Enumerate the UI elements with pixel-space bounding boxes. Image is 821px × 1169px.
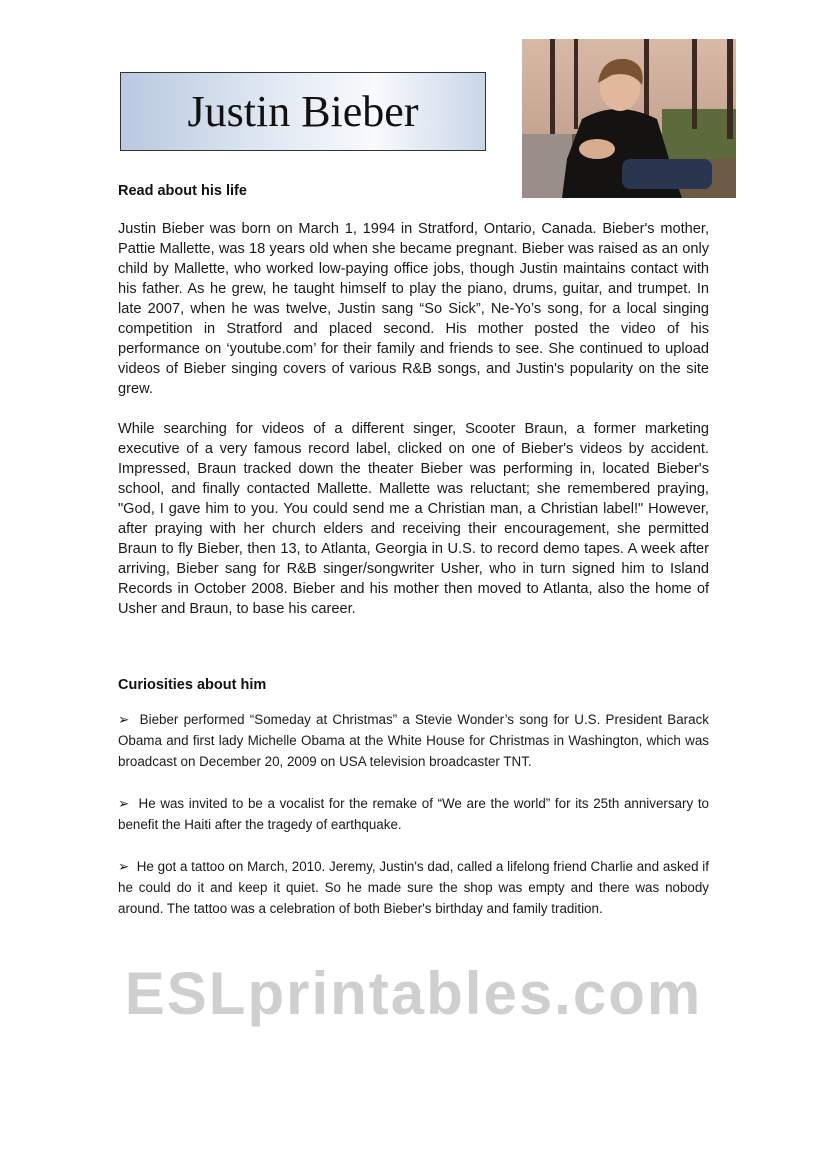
list-item-text: He got a tattoo on March, 2010. Jeremy, Justin's dad, called a lifelong friend Charlie and asked if he could do it and keep it quiet. So he made sure the shop was empty and there was nobody around. The tattoo was a celebration of both Bieber's birthday and family tradition. — [118, 859, 709, 916]
section-heading-curiosities: Curiosities about him — [118, 677, 267, 693]
arrow-bullet-icon: ➢ — [118, 712, 130, 727]
list-item — [118, 709, 709, 772]
list-item — [118, 793, 709, 835]
arrow-bullet-icon: ➢ — [118, 796, 130, 811]
section-heading-life: Read about his life — [118, 183, 247, 199]
watermark: ESLprintables.com — [124, 960, 703, 1027]
list-item-text: He was invited to be a vocalist for the remake of “We are the world” for its 25th anniversary to benefit the Haiti after the tragedy of earthquake. — [118, 796, 709, 832]
title-box — [120, 72, 486, 151]
paragraph: Justin Bieber was born on March 1, 1994 in Stratford, Ontario, Canada. Bieber's mother, Pattie Mallette, was 18 years old when she became pregnant. Bieber was raised as an only child by Mallette, who worked low-paying office jobs, though Justin maintains contact with his father. As he grew, he taught himself to play the piano, drums, guitar, and trumpet. In late 2007, when he was twelve, Justin sang “So Sick”, Ne-Yo’s song, for a local singing competition in Stratford and placed second. His mother posted the video of his performance on ‘youtube.com’ for their family and friends to see. She continued to upload videos of Bieber singing covers of various R&B songs, and Justin's popularity on the site grew. — [118, 221, 709, 397]
portrait-photo — [522, 39, 736, 198]
list-item-text: Bieber performed “Someday at Christmas” a Stevie Wonder’s song for U.S. President Barack Obama and first lady Michelle Obama at the White House for Christmas in Washington, which was broadcast on December 20, 2009 on USA television broadcaster TNT. — [118, 712, 709, 769]
content-column — [118, 181, 709, 1029]
paragraph: While searching for videos of a different singer, Scooter Braun, a former marketing executive of a very famous record label, clicked on one of Bieber's videos by accident. Impressed, Braun tracked down the theater Bieber was performing in, located Bieber's school, and finally contacted Mallette. Mallette was reluctant; she remembered praying, "God, I gave him to you. You could send me a Christian man, a Christian label!" However, after praying with her church elders and receiving their encouragement, she permitted Braun to fly Bieber, then 13, to Atlanta, Georgia in U.S. to record demo tapes. A week after arriving, Bieber sang for R&B singer/songwriter Usher, who in turn signed him to Island Records in October 2008. Bieber and his mother then moved to Atlanta, also the home of Usher and Braun, to base his career. — [118, 421, 709, 617]
page-title: Justin Bieber — [187, 87, 419, 136]
list-item — [118, 856, 709, 919]
arrow-bullet-icon: ➢ — [118, 859, 130, 874]
